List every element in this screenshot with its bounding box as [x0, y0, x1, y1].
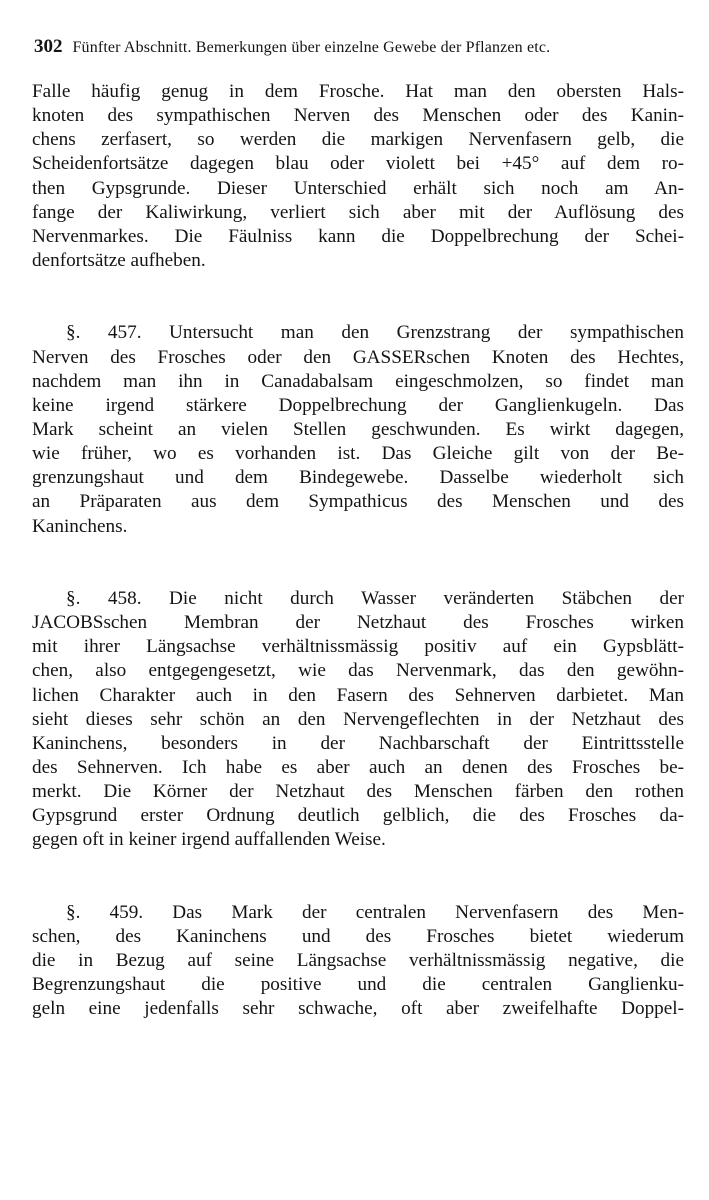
paragraph-spacer: [32, 273, 684, 321]
text-line: Kaninchens.: [32, 515, 128, 537]
text-line: knoten des sympathischen Nerven des Menschen oder des Kanin-: [32, 105, 684, 127]
running-title: Fünfter Abschnitt. Bemerkungen über einzelne Gewebe der Pflanzen etc.: [72, 39, 551, 56]
text-line: merkt. Die Körner der Netzhaut des Menschen färben den rothen: [32, 781, 684, 803]
text-line: schen, des Kaninchens und des Frosches bietet wiederum: [32, 925, 684, 947]
running-header: [34, 34, 684, 60]
text-line: chens zerfasert, so werden die markigen Nervenfasern gelb, die: [32, 129, 684, 151]
page-number: 302: [34, 36, 63, 57]
text-line: §. 458. Die nicht durch Wasser veränderten Stäbchen der: [66, 587, 684, 609]
text-line: §. 459. Das Mark der centralen Nervenfasern des Men-: [66, 901, 684, 923]
text-line: Falle häufig genug in dem Frosche. Hat man den obersten Hals-: [32, 81, 684, 102]
text-line: an Präparaten aus dem Sympathicus des Menschen und des: [32, 491, 684, 513]
text-line: Kaninchens, besonders in der Nachbarschaft der Eintrittsstelle: [32, 732, 684, 754]
text-line: Nervenmarkes. Die Fäulniss kann die Doppelbrechung der Schei-: [32, 225, 684, 247]
text-line: sieht dieses sehr schön an den Nervengeflechten in der Netzhaut des: [32, 708, 684, 730]
page-body: [32, 80, 684, 1022]
text-line: wie früher, wo es vorhanden ist. Das Gleiche gilt von der Be-: [32, 443, 684, 465]
text-line: nachdem man ihn in Canadabalsam eingeschmolzen, so findet man: [32, 370, 684, 392]
text-line: chen, also entgegengesetzt, wie das Nervenmark, das den gewöhn-: [32, 660, 684, 682]
text-line: Gypsgrund erster Ordnung deutlich gelblich, die des Frosches da-: [32, 805, 684, 827]
paragraph-continuation: [32, 80, 684, 273]
text-line: des Sehnerven. Ich habe es aber auch an denen des Frosches be-: [32, 756, 684, 778]
text-line: lichen Charakter auch in den Fasern des Sehnerven darbietet. Man: [32, 684, 684, 706]
text-line: gegen oft in keiner irgend auffallenden Weise.: [32, 829, 386, 851]
text-line: geln eine jedenfalls sehr schwache, oft aber zweifelhafte Doppel-: [32, 998, 684, 1020]
paragraph-458: [32, 587, 684, 853]
text-line: JACOBSschen Membran der Netzhaut des Frosches wirken: [32, 612, 684, 634]
text-line: grenzungshaut und dem Bindegewebe. Dasselbe wiederholt sich: [32, 467, 684, 489]
text-line: then Gypsgrunde. Dieser Unterschied erhält sich noch am An-: [32, 177, 684, 199]
text-line: denfortsätze aufheben.: [32, 249, 206, 271]
text-line: Begrenzungshaut die positive und die centralen Ganglienku-: [32, 974, 684, 996]
text-line: die in Bezug auf seine Längsachse verhältnissmässig negative, die: [32, 950, 684, 972]
text-line: Nerven des Frosches oder den GASSERschen Knoten des Hechtes,: [32, 346, 684, 368]
text-line: fange der Kaliwirkung, verliert sich aber mit der Auflösung des: [32, 201, 684, 223]
paragraph-spacer: [32, 539, 684, 587]
text-line: keine irgend stärkere Doppelbrechung der Ganglienkugeln. Das: [32, 394, 684, 416]
paragraph-459: [32, 901, 684, 1022]
text-line: mit ihrer Längsachse verhältnissmässig positiv auf ein Gypsblätt-: [32, 636, 684, 658]
text-line: Scheidenfortsätze dagegen blau oder violett bei +45° auf dem ro-: [32, 153, 684, 175]
text-line: §. 457. Untersucht man den Grenzstrang der sympathischen: [66, 322, 684, 344]
paragraph-spacer: [32, 853, 684, 901]
paragraph-457: [32, 321, 684, 538]
text-line: Mark scheint an vielen Stellen geschwunden. Es wirkt dagegen,: [32, 418, 684, 440]
